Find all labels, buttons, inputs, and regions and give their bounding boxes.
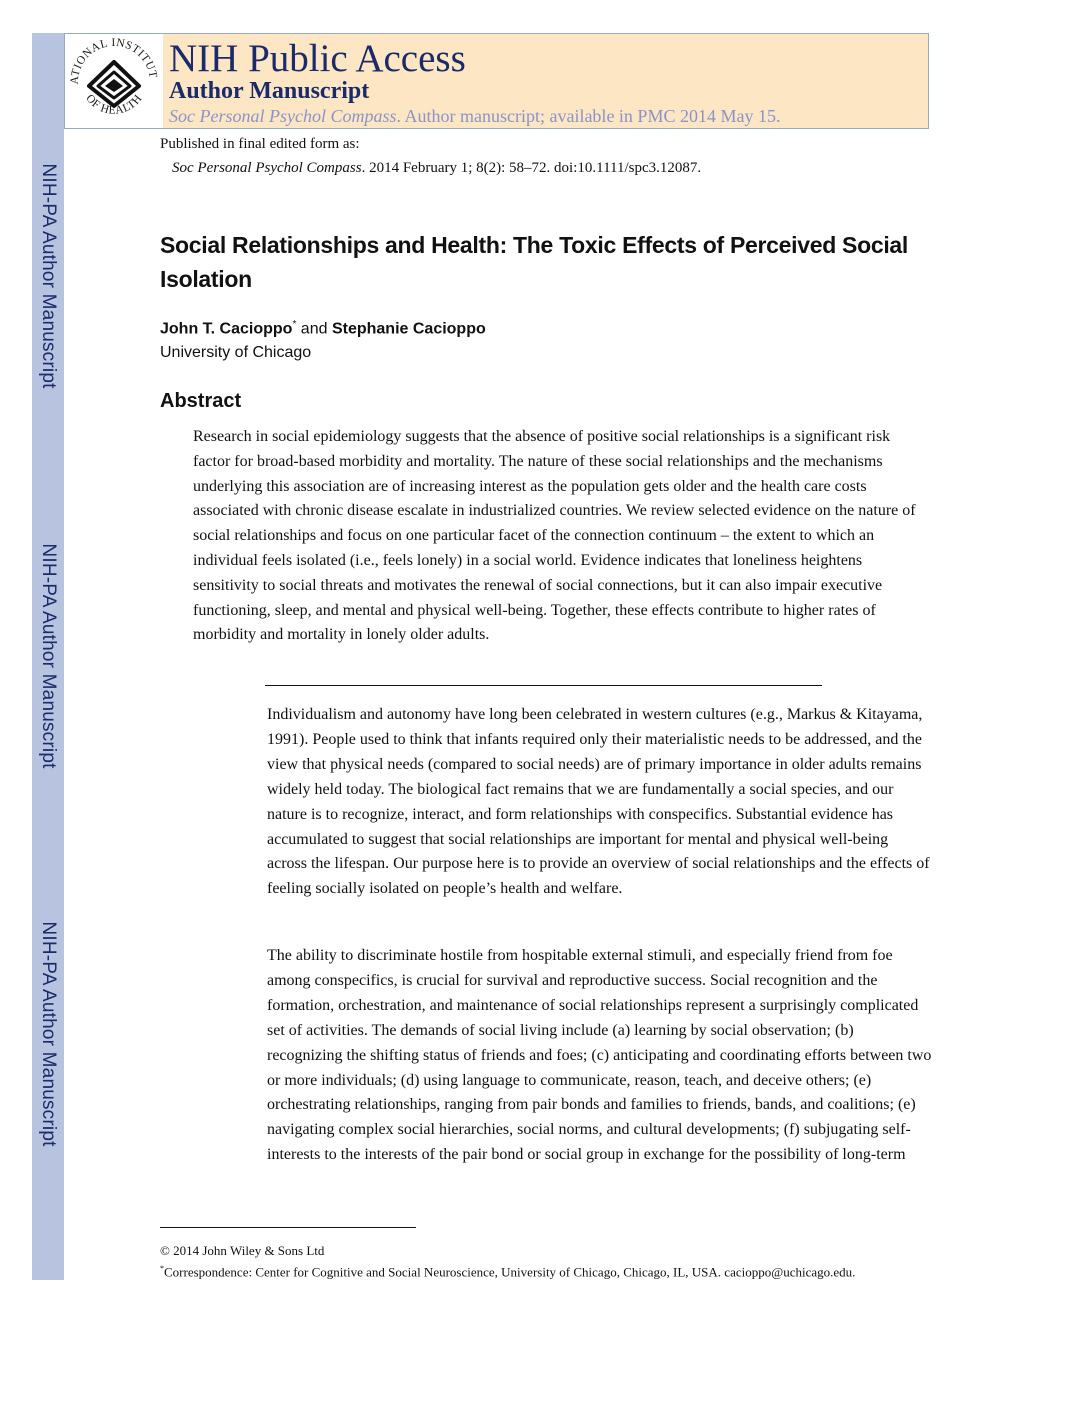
author-1: John T. Cacioppo [160, 320, 293, 338]
abstract-divider [265, 685, 822, 686]
abstract-text: Research in social epidemiology suggests that the absence of positive social relationships is a significant risk factor for broad-based morbidity and mortality. The nature of these social relationships and the mechanisms underlying this association are of increasing interest as the population gets older and the health care costs associated with chronic disease escalate in industrialized countries. We review selected evidence on the nature of social relationships and focus on one particular facet of the connection continuum – the extent to which an individual feels isolated (i.e., feels lonely) in a social world. Evidence indicates that loneliness heightens sensitivity to social threats and motivates the renewal of social connections, but it can also impair executive functioning, sleep, and mental and physical well-being. Together, these effects contribute to higher rates of morbidity and mortality in lonely older adults. [193, 428, 916, 644]
author-2: Stephanie Cacioppo [331, 320, 486, 338]
author-line [160, 319, 486, 338]
author-1-footnote-mark: * [292, 319, 297, 330]
correspondence-mark: * [160, 1264, 164, 1273]
header-availability: . Author manuscript; available in PMC 2014 May 15. [396, 106, 781, 126]
footnote-divider [160, 1227, 416, 1228]
author-manuscript-label: Author Manuscript [169, 78, 370, 104]
nih-public-access-title: NIH Public Access [169, 37, 466, 80]
svg-text:NATIONAL INSTITUTES: ATIONAL INSTITUT [68, 36, 159, 85]
publication-citation [172, 160, 701, 177]
nih-seal-icon [65, 34, 163, 128]
published-form-intro: Published in final edited form as: [160, 136, 360, 152]
nih-logo [65, 34, 163, 128]
article-title: Social Relationships and Health: The Toxic Effects of Perceived Social Isolation [160, 232, 909, 292]
correspondence-text: Correspondence: Center for Cognitive and Social Neuroscience, University of Chicago, Chicago, IL, USA. cacioppo@uchicago.edu. [164, 1264, 856, 1280]
affiliation: University of Chicago [160, 344, 312, 361]
abstract-heading: Abstract [160, 390, 242, 412]
svg-text:OF HEALTH: OF HEALTH [83, 92, 145, 117]
body-paragraph-1: Individualism and autonomy have long been celebrated in western cultures (e.g., Markus & Kitayama, 1991). People used to think that infants required only their materialistic needs to be addressed, and the view that physical needs (compared to social needs) are of primary importance in older adults remains widely held today. The biological fact remains that we are fundamentally a social species, and our nature is to recognize, interact, and form relationships with conspecifics. Substantial evidence has accumulated to suggest that social relationships are important for mental and physical well-being across the lifespan. Our purpose here is to provide an overview of social relationships and the effects of feeling socially isolated on people’s health and welfare. [267, 706, 930, 898]
header-journal-abbrev: Soc Personal Psychol Compass [169, 106, 397, 126]
header-journal-line [169, 106, 780, 127]
correspondence-footnote [160, 1264, 855, 1280]
citation-details: . 2014 February 1; 8(2): 58–72. doi:10.1111/spc3.12087. [361, 160, 702, 176]
author-connector: and [296, 320, 332, 338]
body-paragraph-2: The ability to discriminate hostile from hospitable external stimuli, and especially friend from foe among conspecifics, is crucial for survival and reproductive success. Social recognition and the formation, orchestration, and maintenance of social relationships represent a surprisingly complicated set of activities. The demands of social living include (a) learning by social observation; (b) recognizing the shifting status of friends and foes; (c) anticipating and coordinating efforts between two or more individuals; (d) using language to communicate, reason, teach, and deceive others; (e) orchestrating relationships, ranging from pair bonds and families to friends, bands, and coalitions; (e) navigating complex social hierarchies, social norms, and cultural developments; (f) subjugating self-interests to the interests of the pair bond or social group in exchange for the possibility of long-term [267, 947, 932, 1164]
citation-journal: Soc Personal Psychol Compass [172, 160, 362, 176]
nih-header [64, 33, 929, 129]
copyright-footnote: © 2014 John Wiley & Sons Ltd [160, 1243, 325, 1258]
